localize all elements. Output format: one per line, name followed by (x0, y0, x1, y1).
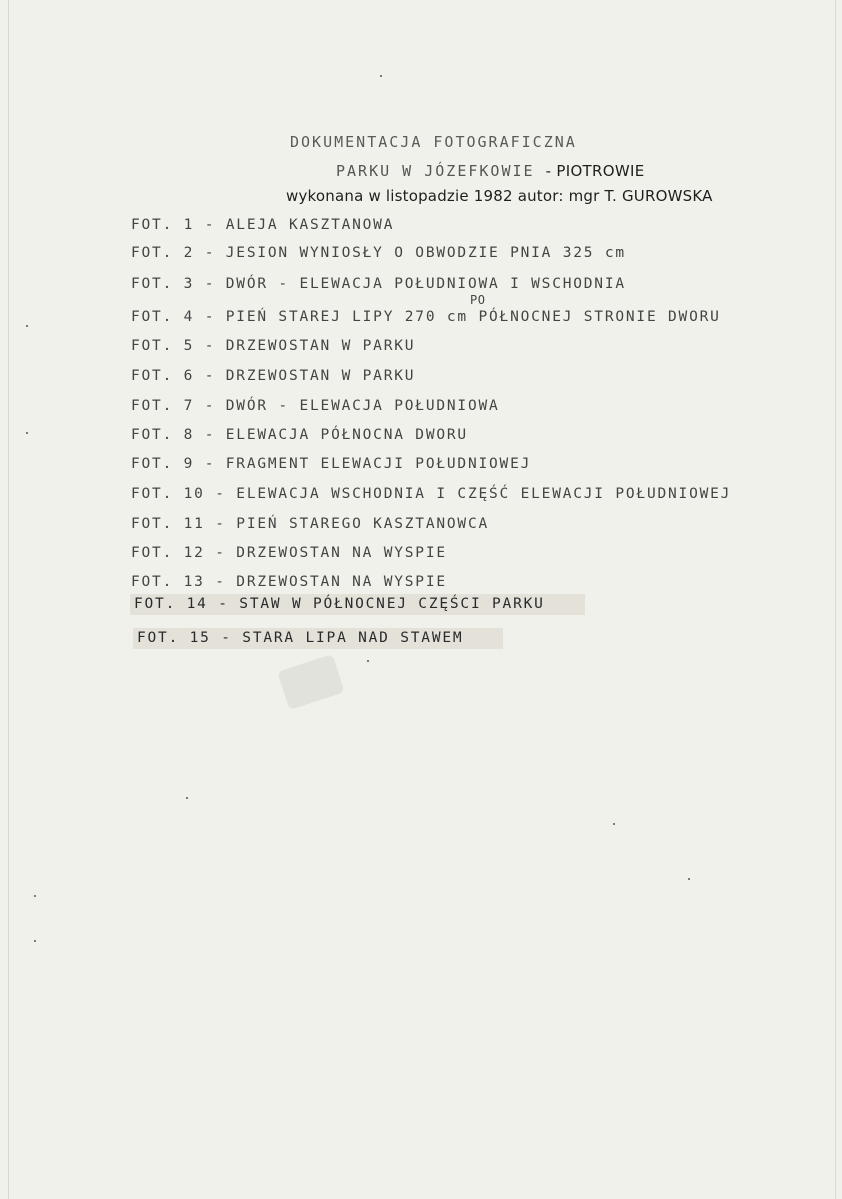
list-item: FOT. 10 - ELEWACJA WSCHODNIA I CZĘŚĆ ELEWACJI POŁUDNIOWEJ (131, 486, 732, 502)
list-item: FOT. 9 - FRAGMENT ELEWACJI POŁUDNIOWEJ (131, 456, 532, 472)
list-item: FOT. 5 - DRZEWOSTAN W PARKU (131, 338, 416, 354)
paper-speck (367, 660, 369, 662)
list-item: FOT. 2 - JESION WYNIOSŁY O OBWODZIE PNIA 325 cm (131, 245, 626, 261)
document-title: DOKUMENTACJA FOTOGRAFICZNA (290, 133, 577, 151)
list-item: FOT. 4 - PIEŃ STAREJ LIPY 270 cm PÓŁNOCNEJ STRONIE DWORU (131, 309, 721, 325)
pasted-strip-entry: FOT. 15 - STARA LIPA NAD STAWEM (133, 628, 503, 649)
list-item: FOT. 7 - DWÓR - ELEWACJA POŁUDNIOWA (131, 398, 500, 414)
list-item: FOT. 12 - DRZEWOSTAN NA WYSPIE (131, 545, 447, 561)
list-item: FOT. 8 - ELEWACJA PÓŁNOCNA DWORU (131, 427, 468, 443)
subtitle-handwritten: - PIOTROWIE (545, 162, 645, 180)
paper-speck (26, 432, 28, 434)
subtitle-typed: PARKU W JÓZEFKOWIE (336, 162, 535, 180)
paper-speck (688, 878, 690, 880)
paper-speck (380, 75, 382, 77)
paper-speck (34, 940, 36, 942)
paper-speck (34, 895, 36, 897)
list-item: FOT. 6 - DRZEWOSTAN W PARKU (131, 368, 416, 384)
list-item: FOT. 3 - DWÓR - ELEWACJA POŁUDNIOWA I WSCHODNIA (131, 276, 626, 292)
pasted-strip-entry: FOT. 14 - STAW W PÓŁNOCNEJ CZĘŚCI PARKU (130, 594, 585, 615)
handwritten-insert: PO (470, 293, 486, 307)
list-item: FOT. 11 - PIEŃ STAREGO KASZTANOWCA (131, 516, 490, 532)
paper-speck (26, 325, 28, 327)
author-line: wykonana w listopadzie 1982 autor: mgr T. GUROWSKA (286, 187, 713, 205)
paper-speck (186, 797, 188, 799)
document-subtitle (336, 162, 644, 180)
list-item: FOT. 13 - DRZEWOSTAN NA WYSPIE (131, 574, 447, 590)
list-item: FOT. 1 - ALEJA KASZTANOWA (131, 217, 395, 233)
paper-speck (613, 823, 615, 825)
